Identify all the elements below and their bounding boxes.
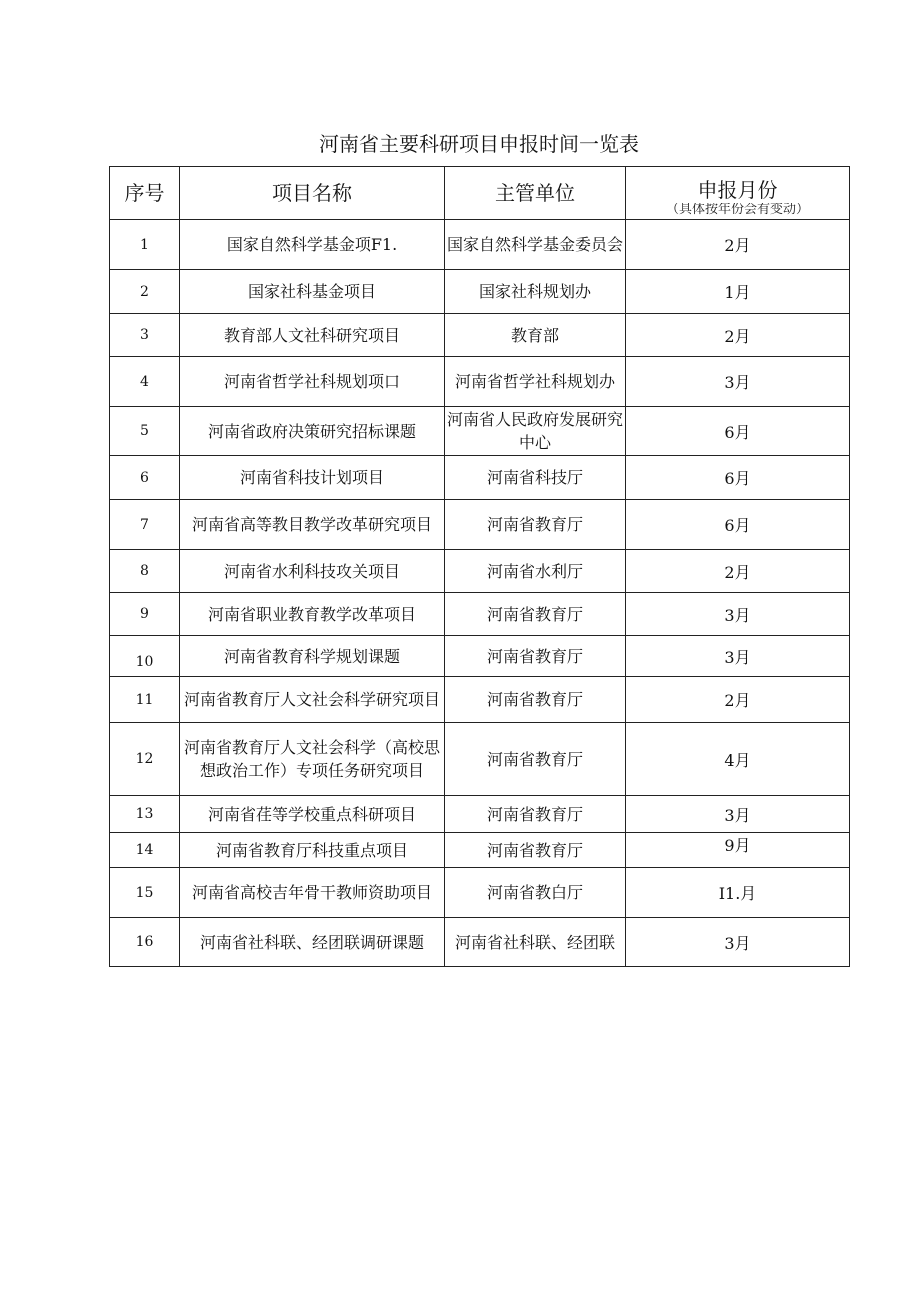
row-no: 5 [110, 407, 180, 456]
row-month [626, 833, 850, 868]
row-no: 7 [110, 500, 180, 550]
row-project-name: 河南省科技计划项目 [180, 456, 445, 500]
row-no: 1 [110, 220, 180, 270]
row-project-name: 河南省教育厅科技重点项目 [180, 833, 445, 868]
row-no: 12 [110, 723, 180, 796]
row-month: I1.月 [626, 868, 850, 918]
header-month-label: 申报月份 [697, 178, 778, 202]
row-department: 河南省教育厅 [445, 723, 626, 796]
row-project-name: 河南省高校吉年骨干教师资助项目 [180, 868, 445, 918]
row-month: 6月 [626, 407, 850, 456]
table-row [110, 833, 850, 868]
table-row [110, 220, 850, 270]
table-row [110, 456, 850, 500]
table-row [110, 550, 850, 593]
row-no: 2 [110, 270, 180, 314]
row-project-name: 河南省高等教目教学改革研究项目 [180, 500, 445, 550]
row-project-name: 河南省社科联、经团联调研课题 [180, 918, 445, 967]
table-header-row [110, 167, 850, 220]
row-month: 4月 [626, 723, 850, 796]
row-no: 13 [110, 796, 180, 833]
row-department: 河南省教育厅 [445, 593, 626, 636]
row-project-name: 河南省政府决策研究招标课题 [180, 407, 445, 456]
table-row [110, 868, 850, 918]
row-no: 11 [110, 677, 180, 723]
row-department: 河南省科技厅 [445, 456, 626, 500]
row-department: 河南省教育厅 [445, 500, 626, 550]
table-row [110, 636, 850, 677]
row-department: 国家自然科学基金委员会 [445, 220, 626, 270]
row-department: 国家社科规划办 [445, 270, 626, 314]
row-month: 3月 [626, 357, 850, 407]
page-title: 河南省主要科研项目申报时间一览表 [319, 132, 639, 156]
row-month: 2月 [626, 220, 850, 270]
header-dept: 主管单位 [445, 167, 626, 220]
row-project-name: 河南省职业教育教学改革项目 [180, 593, 445, 636]
row-project-name: 国家社科基金项目 [180, 270, 445, 314]
row-no: 6 [110, 456, 180, 500]
row-department: 河南省哲学社科规划办 [445, 357, 626, 407]
table-row [110, 407, 850, 456]
row-month: 3月 [626, 918, 850, 967]
row-month: 6月 [626, 500, 850, 550]
row-department: 河南省教育厅 [445, 636, 626, 677]
row-no-text: 10 [135, 654, 154, 670]
row-month: 1月 [626, 270, 850, 314]
row-no: 8 [110, 550, 180, 593]
row-project-name: 教育部人文社科研究项目 [180, 314, 445, 357]
table-row [110, 918, 850, 967]
row-month: 3月 [626, 636, 850, 677]
row-month: 2月 [626, 550, 850, 593]
row-month: 6月 [626, 456, 850, 500]
row-department: 河南省水利厅 [445, 550, 626, 593]
row-department: 河南省教育厅 [445, 796, 626, 833]
table-row [110, 357, 850, 407]
row-project-name: 河南省教育科学规划课题 [180, 636, 445, 677]
row-no: 4 [110, 357, 180, 407]
table-row [110, 314, 850, 357]
row-project-name: 河南省荏等学校重点科研项目 [180, 796, 445, 833]
row-department: 教育部 [445, 314, 626, 357]
row-month: 3月 [626, 593, 850, 636]
row-project-name: 河南省哲学社科规划项口 [180, 357, 445, 407]
table-row [110, 270, 850, 314]
row-project-name: 河南省教育厅人文社会科学研究项目 [180, 677, 445, 723]
row-no: 3 [110, 314, 180, 357]
row-no [110, 636, 180, 677]
row-department: 河南省教育厅 [445, 677, 626, 723]
table-row [110, 593, 850, 636]
row-month: 3月 [626, 796, 850, 833]
row-month: 2月 [626, 677, 850, 723]
row-month-text: 9月 [724, 835, 751, 855]
row-project-name: 河南省教育厅人文社会科学（高校思想政治工作）专项任务研究项目 [180, 723, 445, 796]
row-no: 14 [110, 833, 180, 868]
row-project-name: 河南省水利科技攻关项目 [180, 550, 445, 593]
header-name: 项目名称 [180, 167, 445, 220]
project-schedule-table [109, 166, 850, 967]
row-department: 河南省教育厅 [445, 833, 626, 868]
header-no: 序号 [110, 167, 180, 220]
row-department: 河南省教白厅 [445, 868, 626, 918]
row-department: 河南省人民政府发展研究中心 [445, 407, 626, 456]
table-row [110, 500, 850, 550]
table-row [110, 723, 850, 796]
row-project-name: 国家自然科学基金项F1. [180, 220, 445, 270]
row-month: 2月 [626, 314, 850, 357]
table-row [110, 796, 850, 833]
header-month [626, 167, 850, 220]
row-no: 16 [110, 918, 180, 967]
table-row [110, 677, 850, 723]
row-department: 河南省社科联、经团联 [445, 918, 626, 967]
row-no: 9 [110, 593, 180, 636]
row-no: 15 [110, 868, 180, 918]
header-month-note: （具体按年份会有变动） [665, 203, 809, 215]
